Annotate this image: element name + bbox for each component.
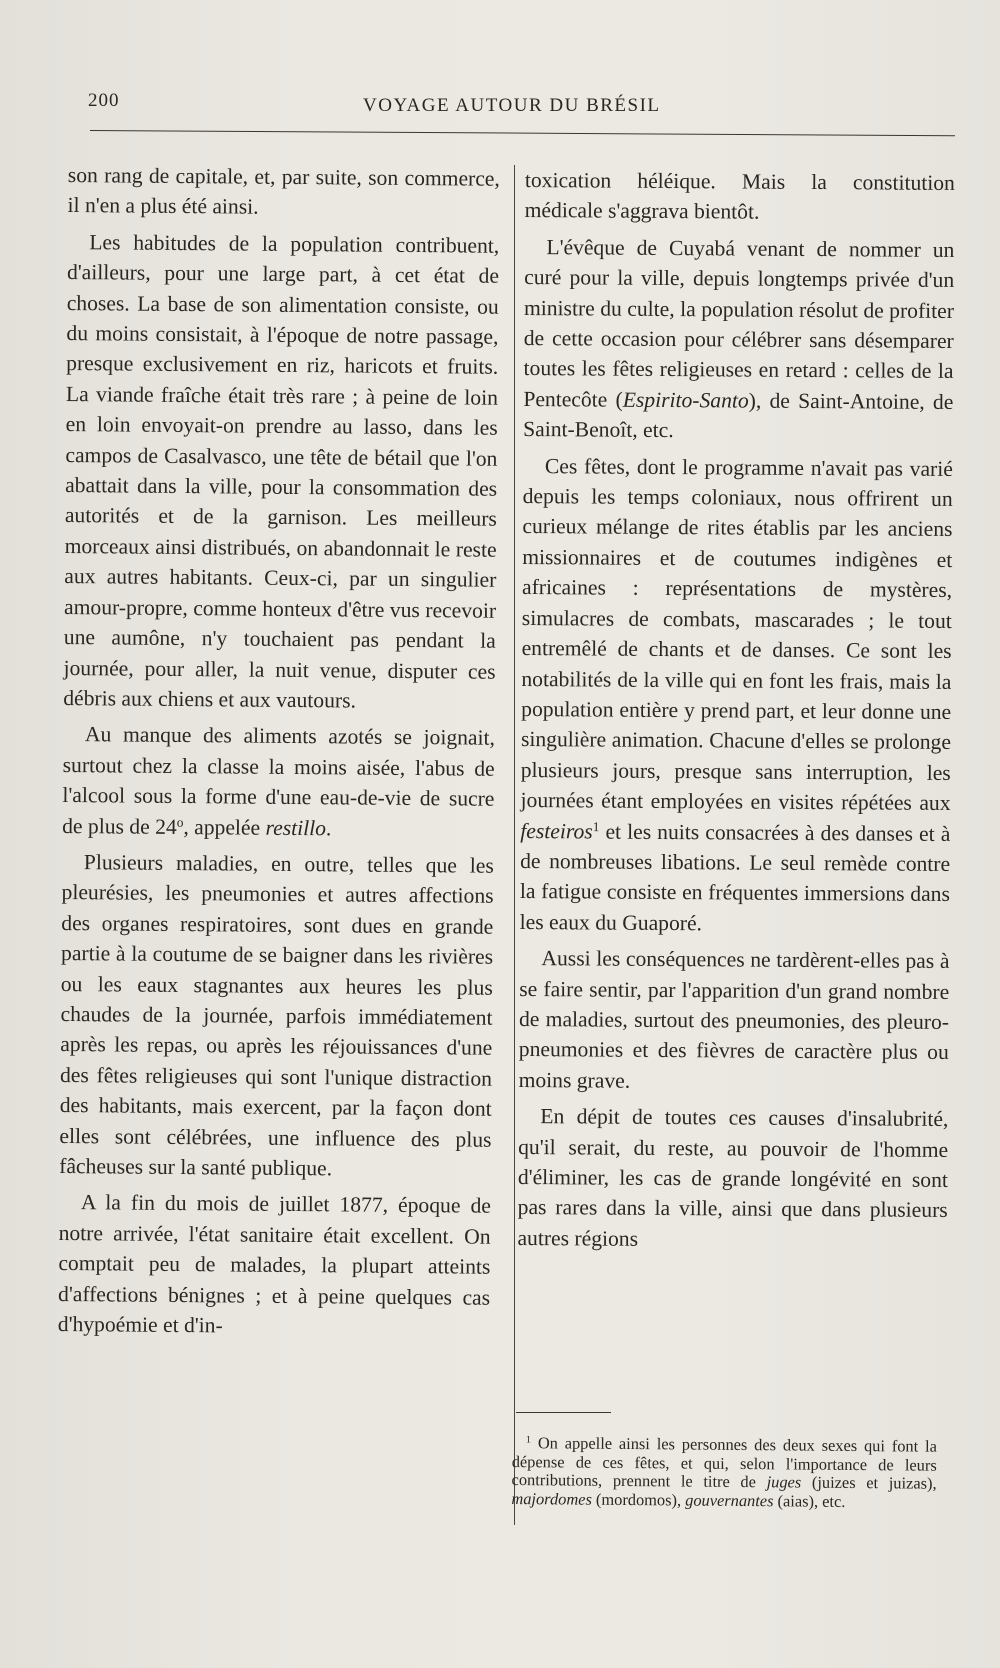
page-header: [88, 90, 958, 124]
footnote-segment: (mordomos),: [591, 1489, 686, 1510]
paragraph: Les habitudes de la population contribuent, d'ailleurs, pour une large part, à cet état de choses. La base de son alimentation consiste, ou du moins consistait, à l'époque de notre passage, presque exclusivement en riz, haricots et fruits. La viande fraîche était très rare ; à peine de loin en loin envoyait-on prendre au lasso, dans les campos de Casalvasco, une tête de bétail que l'on abattait dans la ville, pour la consommation des autorités et de la garnison. Les meilleurs morceaux ainsi distribués, on abandonnait le reste aux autres habitants. Ceux-ci, par un singulier amour-propre, comme honteux d'être vus recevoir une aumône, n'y touchaient pas pendant la journée, pour aller, la nuit venue, disputer ces débris aux chiens et aux vautours.: [63, 230, 500, 713]
paragraph: [520, 451, 953, 940]
paragraph: [523, 232, 954, 448]
footnote-text: [511, 1434, 937, 1512]
paragraph-text: Au manque des aliments azotés se joignait, surtout chez la classe la moins aisée, l'abus de l'alcool sous la forme d'une eau-de-vie de sucre de plus de 24: [62, 722, 496, 839]
paragraph: [62, 719, 495, 844]
footnote-segment: On appelle ainsi les personnes des deux sexes qui font la dépense de ces fêtes, et qui, selon l'importance de leurs contributions, prennent le titre de: [511, 1433, 937, 1492]
paragraph-text: L'évêque de Cuyabá venant de nommer un curé pour la ville, depuis longtemps privée d'un ministre du culte, la population résolut de profiter de cette occasion pour célébrer sans désemparer toutes les fêtes religieuses en retard : celles de la Pentecôte (: [523, 234, 955, 412]
paragraph: son rang de capitale, et, par suite, son commerce, il n'en a plus été ainsi.: [67, 162, 500, 220]
italic-term: Espirito-Santo: [622, 387, 749, 413]
paragraph-text: .: [325, 815, 332, 840]
italic-term: majordomes: [511, 1488, 592, 1509]
paragraph: Plusieurs maladies, en outre, telles que les pleurésies, les pneumonies et autres affections des organes respiratoires, sont dues en grande partie à la coutume de se baigner dans les rivières ou les eaux stagnantes aux heures les plus chaudes de la journée, parfois immédiatement après les repas, ou après les réjouissances d'une des fêtes religieuses qui sont l'unique distraction des habitants, mais exercent, par la façon dont elles sont célébrées, une influence des plus fâcheuses sur la santé publique.: [59, 850, 494, 1181]
right-column: [517, 165, 955, 1262]
footnote-mark: 1: [525, 1434, 532, 1446]
paragraph-text: ), de Saint-Antoine, de Saint-Benoît, etc.: [523, 388, 954, 443]
column-divider: [514, 165, 515, 1525]
header-rule: [90, 130, 955, 136]
paragraph-text: , appelée: [183, 814, 266, 840]
footnote-segment: (juizes et juizas),: [801, 1472, 937, 1493]
paragraph: toxication héléique. Mais la constitution médicale s'aggrava bientôt.: [524, 167, 955, 225]
page-number: 200: [88, 90, 120, 111]
left-column: [58, 160, 500, 1349]
italic-term: festeiros: [520, 818, 593, 844]
italic-term: restillo: [265, 815, 327, 840]
paragraph-text: Ces fêtes, dont le programme n'avait pas varié depuis les temps coloniaux, nous offrirent un curieux mélange de rites établis par les anciens missionnaires et de coutumes indigènes et africaines : représentations de mystères, simulacres de combats, mascarades ; le tout entremêlé de chants et de danses. Ce sont les notabilités de la ville qui en font les frais, mais la population entière y prend part, et leur donne une singulière animation. Chacune d'elles se prolonge plusieurs jours, presque sans interruption, les journées étant employées en visites répétées aux: [520, 453, 953, 816]
footnote-rule: [516, 1412, 611, 1413]
paragraph: Aussi les conséquences ne tardèrent-elles pas à se faire sentir, par l'apparition d'un grand nombre de maladies, surtout des pneumonies, des pleuro-pneumonies et des fièvres de caractère plus ou moins grave.: [518, 946, 950, 1093]
degree-mark: o: [176, 814, 184, 830]
paragraph: En dépit de toutes ces causes d'insalubrité, qu'il serait, du reste, au pouvoir de l'homme d'éliminer, les cas de grande longévité en sont pas rares dans la ville, ainsi que dans plusieurs autres régions: [517, 1104, 949, 1251]
paragraph: A la fin du mois de juillet 1877, époque de notre arrivée, l'état sanitaire était excellent. On comptait peu de malades, la plupart atteints d'affections bénignes ; et à peine quelques cas d'hypoémie et d'in-: [57, 1190, 491, 1338]
running-title: VOYAGE AUTOUR DU BRÉSIL: [363, 95, 661, 116]
footnote-segment: (aias), etc.: [773, 1491, 846, 1511]
italic-term: gouvernantes: [685, 1490, 774, 1511]
footnote-reference[interactable]: 1: [592, 818, 600, 834]
italic-term: juges: [766, 1472, 802, 1492]
footnote: [511, 1434, 937, 1512]
paragraph-text: et les nuits consacrées à des danses et à de nombreuses libations. Le seul remède contre la fatigue consiste en fréquentes immersions dans les eaux du Guaporé.: [519, 819, 951, 936]
